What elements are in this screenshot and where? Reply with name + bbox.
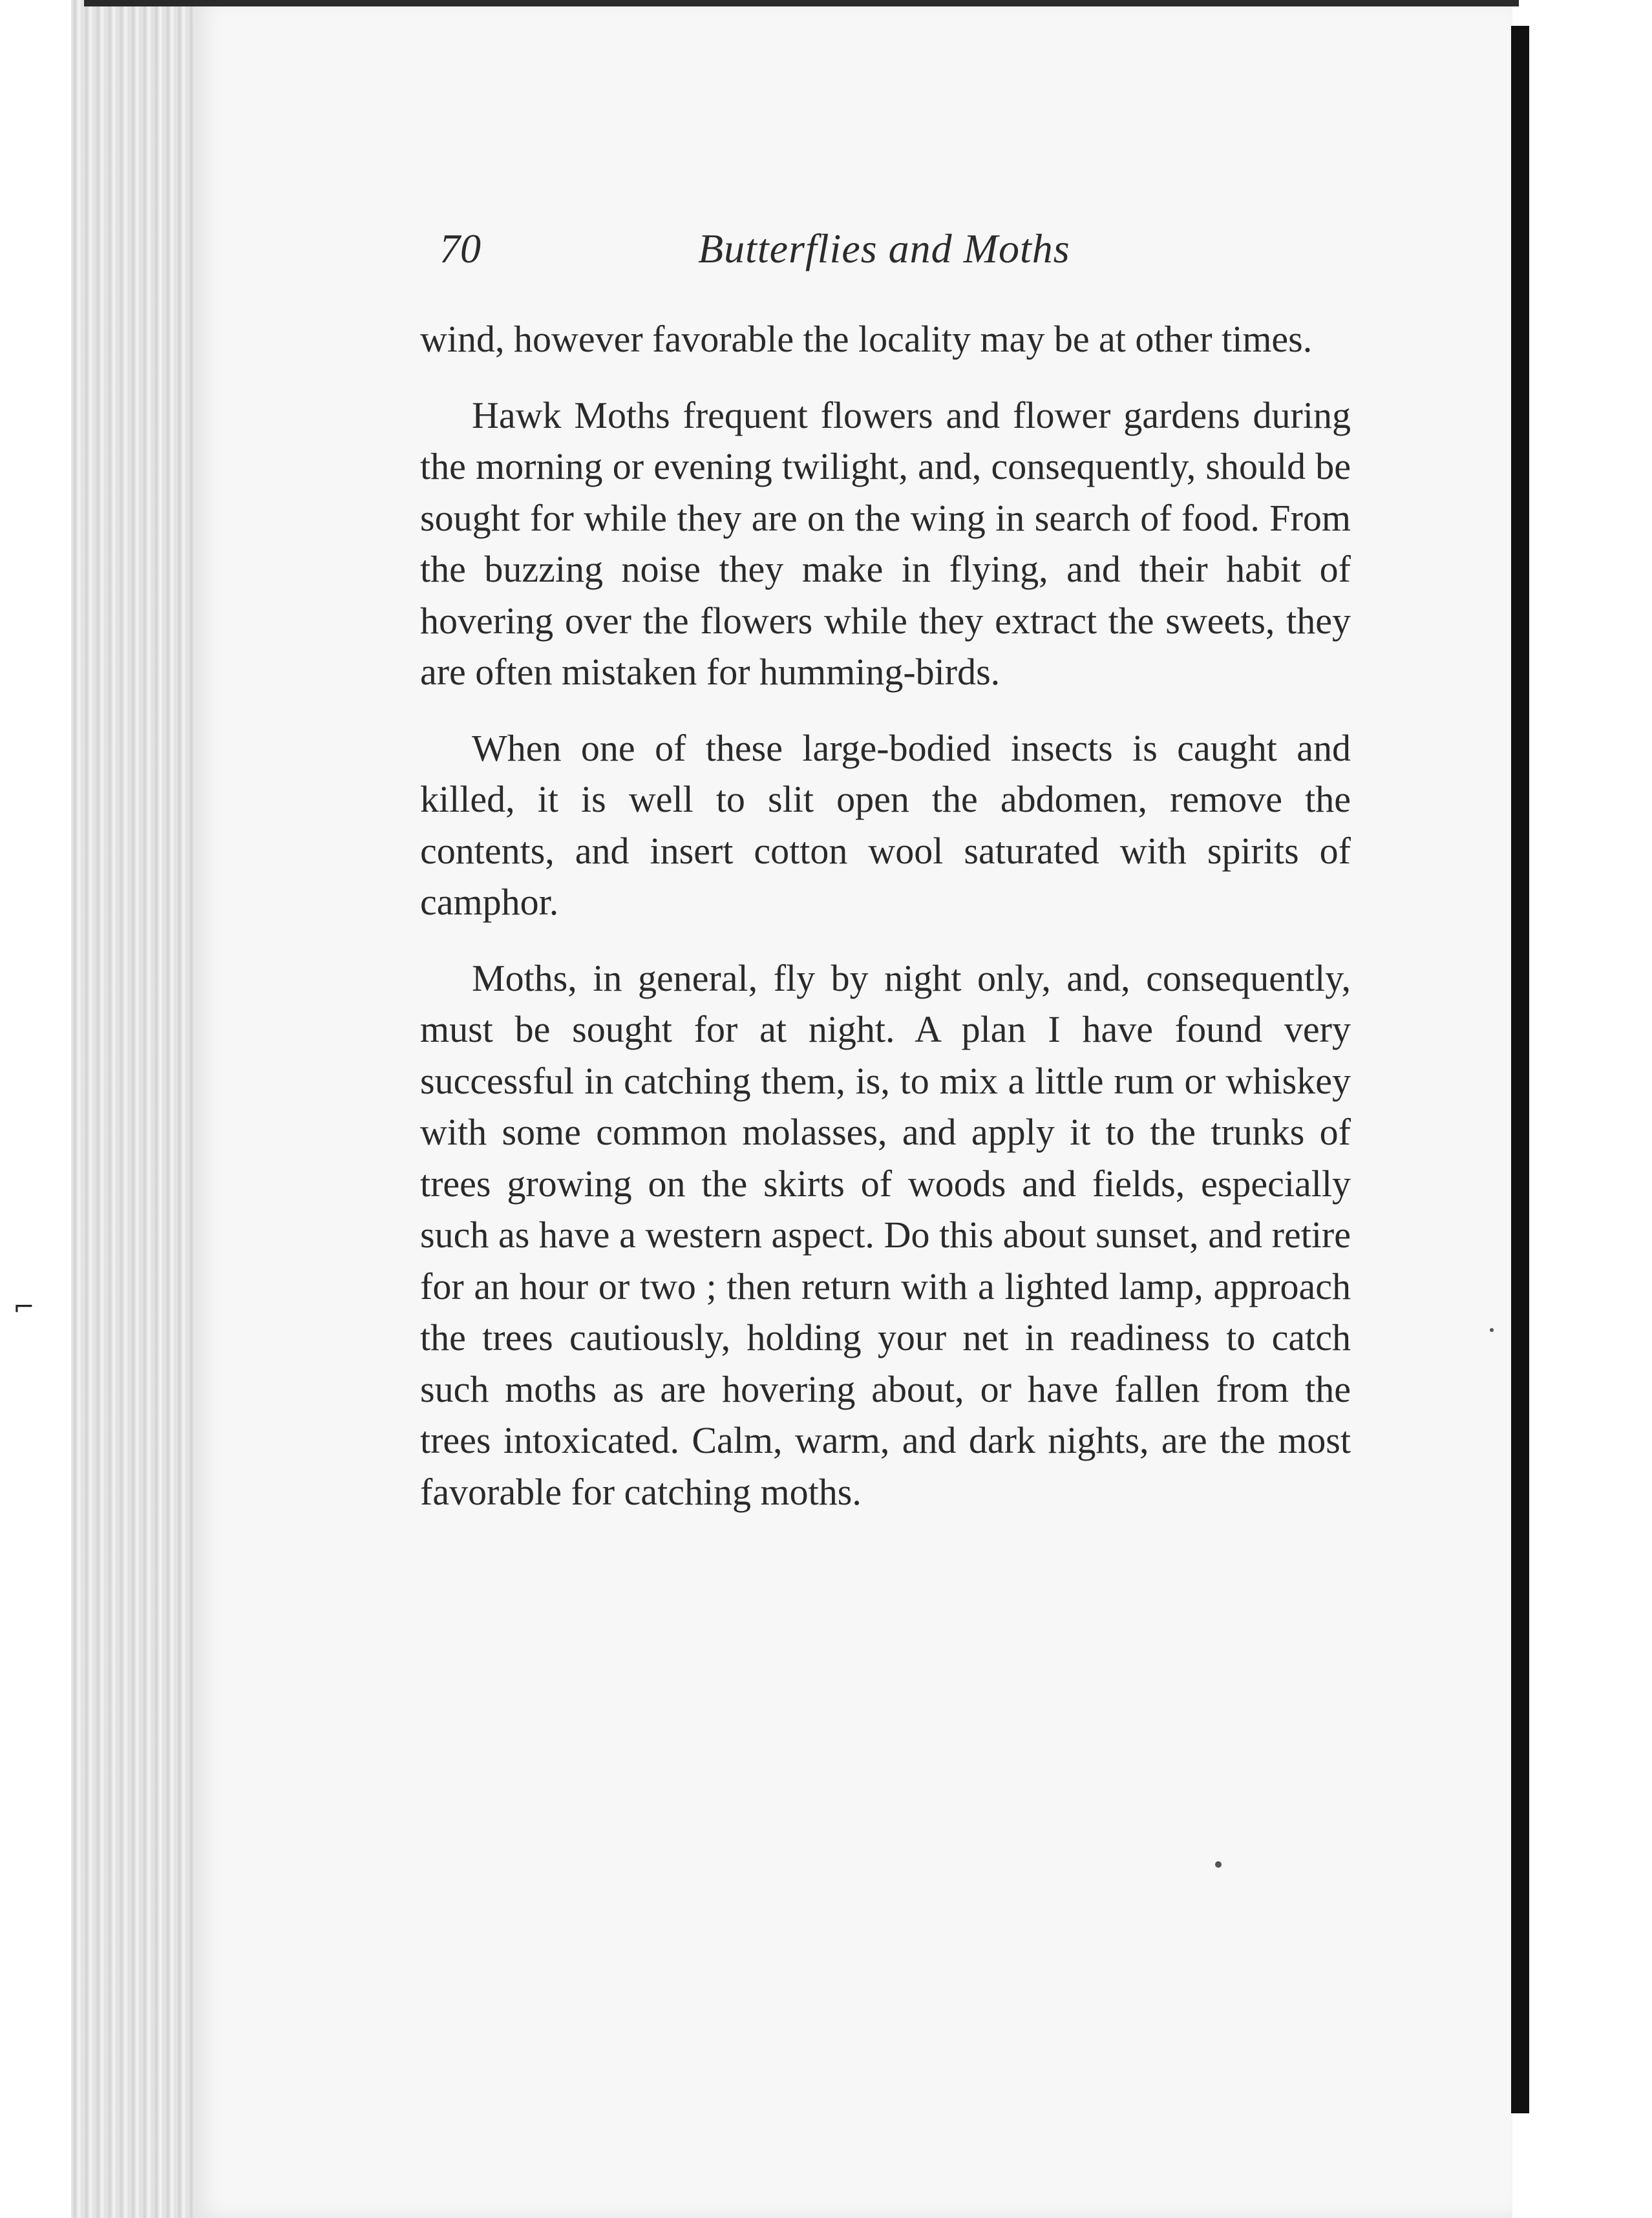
paragraph-continuation: wind, however favorable the locality may be at other times. — [420, 318, 1313, 360]
right-margin — [1529, 0, 1652, 2218]
scan-mark-icon: ⌐ — [13, 1293, 35, 1322]
scan-speck — [1490, 1328, 1494, 1332]
page-number: 70 — [439, 226, 481, 271]
paragraph-preserving: When one of these large-bodied insects is caught and killed, it is well to slit open the abdomen, remove the contents, and insert cotton wool saturated with spirits of camphor. — [420, 726, 1351, 923]
running-title: Butterflies and Moths — [698, 226, 1070, 271]
scan-speck — [1215, 1861, 1222, 1868]
running-head — [439, 225, 1357, 283]
paragraph-hawk-moths: Hawk Moths frequent flowers and flower gardens during the morning or evening twilight, and, consequently, should be sought for while they are on the wing in search of food. From the buzzing noise they make in flying, and their habit of hovering over the flowers while they extract the sweets, they are often mistaken for humming-birds. — [420, 394, 1351, 693]
right-binding-edge — [1511, 26, 1529, 2113]
body-text — [420, 313, 1351, 1542]
top-page-edge — [84, 0, 1519, 6]
paragraph-night-moths: Moths, in general, fly by night only, and, consequently, must be sought for at night. A plan I have found very successful in catching them, is, to mix a little rum or whiskey with some common molasses, and apply it to the trunks of trees growing on the skirts of woods and fields, especially such as have a western aspect. Do this about sunset, and retire for an hour or two ; then return with a lighted lamp, approach the trees cautiously, holding your net in readiness to catch such moths as are hovering about, or have fallen from the trees intoxicated. Calm, warm, and dark nights, are the most favorable for catching moths. — [420, 956, 1351, 1513]
